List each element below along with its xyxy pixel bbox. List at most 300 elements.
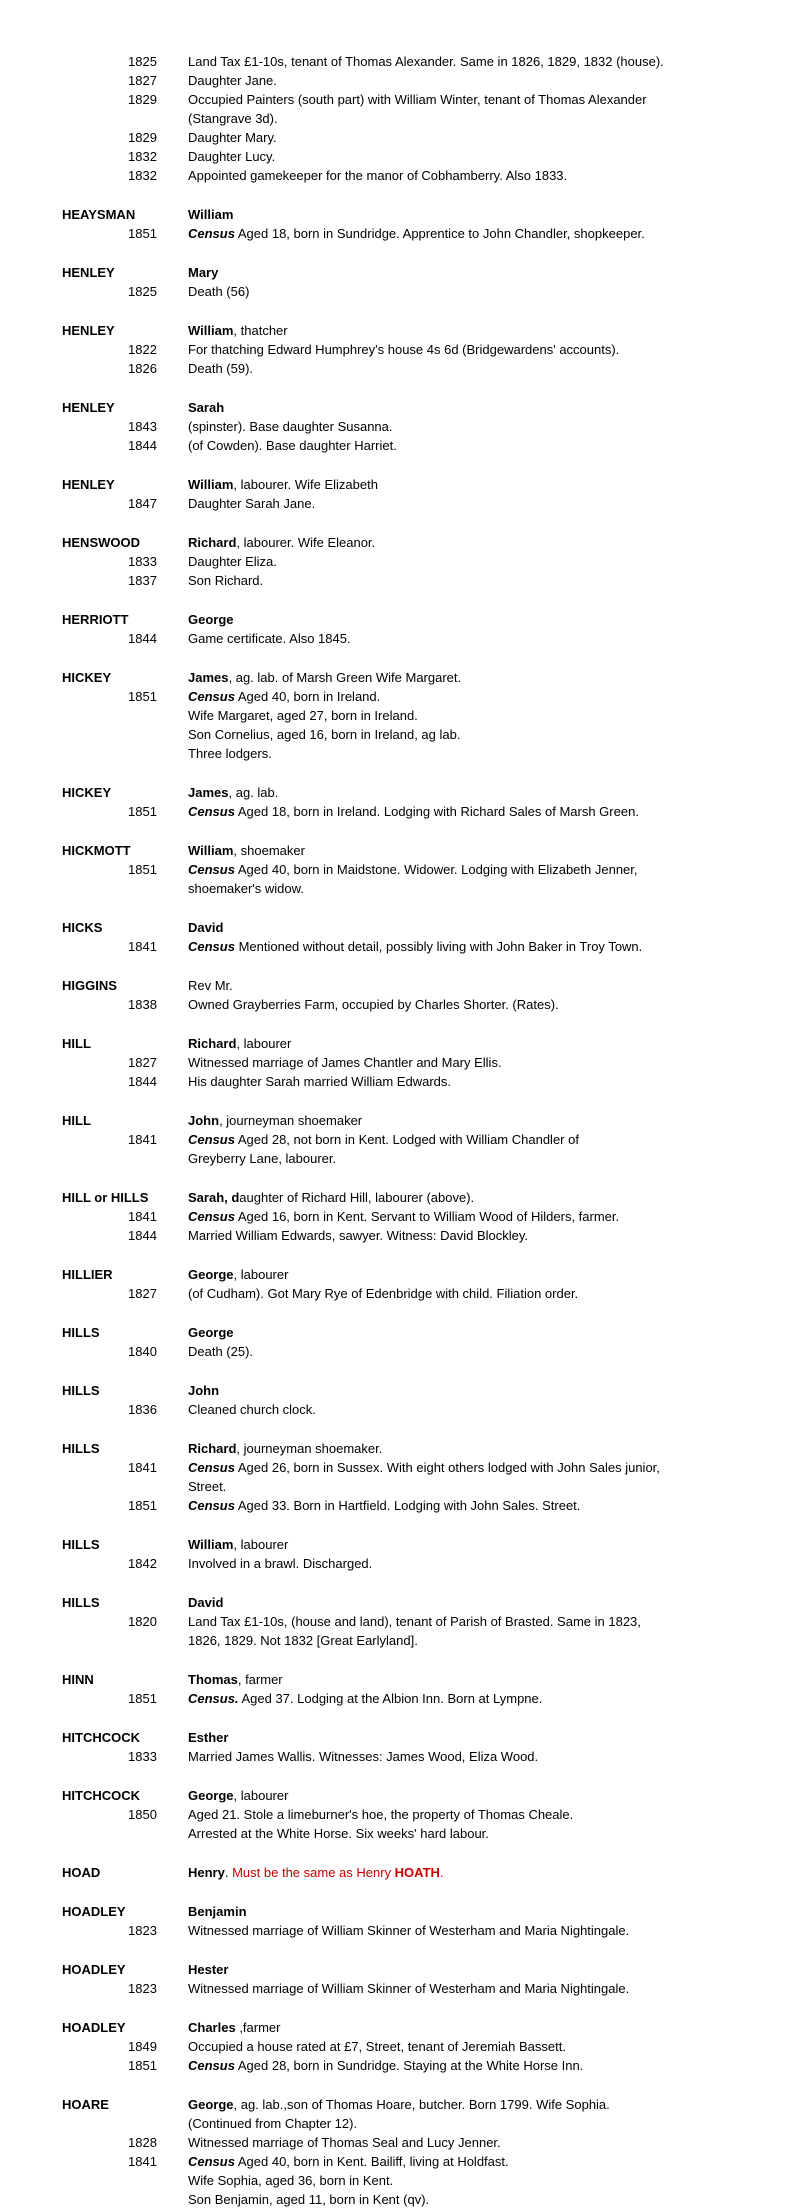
record-detail: Wife Margaret, aged 27, born in Ireland. xyxy=(188,708,418,723)
record-year: 1827 xyxy=(128,1055,157,1070)
cross-reference-note xyxy=(228,1865,443,1880)
record-year: 1825 xyxy=(128,54,157,69)
record-line xyxy=(62,1612,740,1631)
record-detail: Witnessed marriage of William Skinner of Westerham and Maria Nightingale. xyxy=(188,1923,630,1938)
person-entry xyxy=(62,1323,740,1361)
entry-heading-text xyxy=(188,475,740,494)
record-detail: Married William Edwards, sawyer. Witness: David Blockley. xyxy=(188,1228,529,1243)
record-detail: 1826, 1829. Not 1832 [Great Earlyland]. xyxy=(188,1633,418,1648)
person-entry xyxy=(62,783,740,821)
person-entry xyxy=(62,1111,740,1168)
entry-heading-text xyxy=(188,1535,740,1554)
record-year xyxy=(62,744,188,763)
entry-header xyxy=(62,1439,740,1458)
record-line xyxy=(62,109,740,128)
record-line xyxy=(62,687,740,706)
person-entry xyxy=(62,1728,740,1766)
entry-description: aughter of Richard Hill, labourer (above). xyxy=(239,1190,475,1205)
person-entry xyxy=(62,841,740,898)
record-year: 1840 xyxy=(128,1344,157,1359)
record-year: 1836 xyxy=(128,1402,157,1417)
census-label: Census xyxy=(188,2058,235,2073)
given-name: Richard xyxy=(188,1441,237,1456)
entry-header xyxy=(62,841,740,860)
record-year xyxy=(62,879,188,898)
record-line xyxy=(62,629,740,648)
given-name: James xyxy=(188,785,229,800)
surname: HERRIOTT xyxy=(62,612,129,627)
person-entry xyxy=(62,1188,740,1245)
record-text xyxy=(188,879,740,898)
given-name: William xyxy=(188,477,234,492)
given-name: George xyxy=(188,1325,234,1340)
entry-header xyxy=(62,1960,740,1979)
surname: HICKMOTT xyxy=(62,843,131,858)
record-text xyxy=(188,725,740,744)
record-line xyxy=(62,2152,740,2171)
entry-heading-text xyxy=(188,321,740,340)
record-line xyxy=(62,340,740,359)
surname: HENLEY xyxy=(62,265,115,280)
record-detail: Witnessed marriage of William Skinner of Westerham and Maria Nightingale. xyxy=(188,1981,630,1996)
surname: HINN xyxy=(62,1672,94,1687)
record-line xyxy=(62,1747,740,1766)
person-entry xyxy=(62,1593,740,1650)
record-line xyxy=(62,1805,740,1824)
record-year: 1844 xyxy=(128,631,157,646)
record-detail: Daughter Mary. xyxy=(188,130,277,145)
record-year: 1829 xyxy=(128,130,157,145)
person-entry xyxy=(62,1960,740,1998)
record-detail: Three lodgers. xyxy=(188,746,272,761)
entry-heading-text xyxy=(188,1439,740,1458)
record-text xyxy=(188,71,740,90)
entry-header xyxy=(62,1786,740,1805)
surname: HILLS xyxy=(62,1441,100,1456)
record-detail: (of Cowden). Base daughter Harriet. xyxy=(188,438,397,453)
record-year xyxy=(62,2114,188,2133)
entry-header xyxy=(62,398,740,417)
entry-header xyxy=(62,668,740,687)
surname: HOADLEY xyxy=(62,1962,126,1977)
given-name: Esther xyxy=(188,1730,229,1745)
surname: HIGGINS xyxy=(62,978,117,993)
record-year: 1851 xyxy=(128,1498,157,1513)
census-label: Census. xyxy=(188,1691,239,1706)
record-detail: Death (25). xyxy=(188,1344,254,1359)
person-entry xyxy=(62,2018,740,2075)
record-detail: Son Cornelius, aged 16, born in Ireland, ag lab. xyxy=(188,727,461,742)
record-text xyxy=(188,2133,740,2152)
entry-header xyxy=(62,610,740,629)
record-detail: (Continued from Chapter 12). xyxy=(188,2116,358,2131)
record-line xyxy=(62,166,740,185)
record-detail: Witnessed marriage of James Chantler and Mary Ellis. xyxy=(188,1055,502,1070)
record-text xyxy=(188,1979,740,1998)
record-text xyxy=(188,1400,740,1419)
entry-description: Rev Mr. xyxy=(188,978,233,993)
record-text xyxy=(188,52,740,71)
record-detail: shoemaker's widow. xyxy=(188,881,304,896)
given-name: Thomas xyxy=(188,1672,238,1687)
entry-heading-text xyxy=(188,1323,740,1342)
entry-header xyxy=(62,321,740,340)
entry-header xyxy=(62,976,740,995)
given-name: George xyxy=(188,1788,234,1803)
entry-description: , labourer. Wife Eleanor. xyxy=(236,535,376,550)
record-year: 1826 xyxy=(128,361,157,376)
record-line xyxy=(62,725,740,744)
surname: HILLS xyxy=(62,1383,100,1398)
entry-header xyxy=(62,2018,740,2037)
entry-header xyxy=(62,1381,740,1400)
person-entry xyxy=(62,1381,740,1419)
record-text xyxy=(188,2152,740,2171)
record-text xyxy=(188,744,740,763)
record-detail: Daughter Lucy. xyxy=(188,149,276,164)
given-name: George xyxy=(188,2097,234,2112)
record-year: 1844 xyxy=(128,1228,157,1243)
surname: HILL xyxy=(62,1113,91,1128)
record-detail: Aged 26, born in Sussex. With eight others lodged with John Sales junior, xyxy=(234,1460,660,1475)
record-year: 1851 xyxy=(128,804,157,819)
record-line xyxy=(62,359,740,378)
surname: HOAD xyxy=(62,1865,101,1880)
given-name: John xyxy=(188,1113,220,1128)
record-detail: Land Tax £1-10s, tenant of Thomas Alexander. Same in 1826, 1829, 1832 (house). xyxy=(188,54,664,69)
entry-header xyxy=(62,263,740,282)
record-line xyxy=(62,2114,740,2133)
census-label: Census xyxy=(188,862,235,877)
census-label: Census xyxy=(188,939,235,954)
record-line xyxy=(62,1207,740,1226)
entry-description: , labourer. Wife Elizabeth xyxy=(233,477,378,492)
record-year: 1841 xyxy=(128,2154,157,2169)
entry-list xyxy=(62,205,740,2209)
entry-heading-text xyxy=(188,1960,740,1979)
entry-heading-text xyxy=(188,918,740,937)
record-line xyxy=(62,1130,740,1149)
record-year: 1841 xyxy=(128,939,157,954)
record-year: 1841 xyxy=(128,1460,157,1475)
record-text xyxy=(188,860,740,879)
record-year: 1843 xyxy=(128,419,157,434)
entry-description: ,farmer xyxy=(235,2020,281,2035)
census-label: Census xyxy=(188,2154,235,2169)
surname: HICKS xyxy=(62,920,103,935)
record-text xyxy=(188,1824,740,1843)
record-text xyxy=(188,995,740,1014)
record-text xyxy=(188,1921,740,1940)
entry-header xyxy=(62,1034,740,1053)
record-detail: (Stangrave 3d). xyxy=(188,111,278,126)
entry-heading-text xyxy=(188,1728,740,1747)
record-line xyxy=(62,1979,740,1998)
record-line xyxy=(62,1226,740,1245)
record-year: 1827 xyxy=(128,1286,157,1301)
person-entry xyxy=(62,1265,740,1303)
record-detail: Daughter Eliza. xyxy=(188,554,277,569)
person-entry xyxy=(62,668,740,763)
entry-header xyxy=(62,1111,740,1130)
entry-header xyxy=(62,1670,740,1689)
record-detail: Owned Grayberries Farm, occupied by Charles Shorter. (Rates). xyxy=(188,997,559,1012)
given-name: William xyxy=(188,843,234,858)
record-text xyxy=(188,109,740,128)
record-year: 1837 xyxy=(128,573,157,588)
entry-header xyxy=(62,1265,740,1284)
record-line xyxy=(62,744,740,763)
entry-heading-text xyxy=(188,2018,740,2037)
entry-heading-text xyxy=(188,1381,740,1400)
record-line xyxy=(62,1284,740,1303)
record-detail: Appointed gamekeeper for the manor of Cobhamberry. Also 1833. xyxy=(188,168,568,183)
cross-reference-name: HOATH xyxy=(394,1865,440,1880)
record-year xyxy=(62,1149,188,1168)
surname: HILLS xyxy=(62,1595,100,1610)
entry-description: , labourer xyxy=(233,1267,289,1282)
entry-description: , labourer xyxy=(233,1537,289,1552)
record-line xyxy=(62,879,740,898)
entry-header xyxy=(62,783,740,802)
entry-heading-text xyxy=(188,783,740,802)
record-detail: Occupied Painters (south part) with William Winter, tenant of Thomas Alexander xyxy=(188,92,647,107)
surname: HOADLEY xyxy=(62,2020,126,2035)
person-entry xyxy=(62,321,740,378)
record-year: 1844 xyxy=(128,1074,157,1089)
entry-description: , ag. lab. xyxy=(228,785,279,800)
entry-heading-text xyxy=(188,263,740,282)
entry-heading-text xyxy=(188,1034,740,1053)
record-detail: Wife Sophia, aged 36, born in Kent. xyxy=(188,2173,394,2188)
record-text xyxy=(188,166,740,185)
entry-header xyxy=(62,1188,740,1207)
record-detail: Aged 40, born in Ireland. xyxy=(234,689,381,704)
entry-heading-text xyxy=(188,976,740,995)
record-line xyxy=(62,1342,740,1361)
record-line xyxy=(62,494,740,513)
record-line xyxy=(62,2037,740,2056)
record-year: 1851 xyxy=(128,1691,157,1706)
surname: HILL xyxy=(62,1036,91,1051)
record-year: 1841 xyxy=(128,1209,157,1224)
record-year xyxy=(62,1631,188,1650)
record-year: 1851 xyxy=(128,226,157,241)
given-name: David xyxy=(188,1595,224,1610)
record-detail: Mentioned without detail, possibly living with John Baker in Troy Town. xyxy=(234,939,643,954)
record-line xyxy=(62,417,740,436)
record-line xyxy=(62,128,740,147)
record-line xyxy=(62,90,740,109)
record-text xyxy=(188,1612,740,1631)
record-detail: Street. xyxy=(188,1479,227,1494)
given-name: Sarah xyxy=(188,400,225,415)
record-year xyxy=(62,1824,188,1843)
record-line xyxy=(62,552,740,571)
record-detail: Cleaned church clock. xyxy=(188,1402,316,1417)
record-year: 1842 xyxy=(128,1556,157,1571)
entry-description: , labourer xyxy=(236,1036,292,1051)
record-text xyxy=(188,417,740,436)
record-line xyxy=(62,1400,740,1419)
record-line xyxy=(62,1689,740,1708)
record-detail: Married James Wallis. Witnesses: James Wood, Eliza Wood. xyxy=(188,1749,539,1764)
surname: HICKEY xyxy=(62,785,112,800)
record-text xyxy=(188,1226,740,1245)
record-text xyxy=(188,1477,740,1496)
record-line xyxy=(62,2056,740,2075)
record-detail: His daughter Sarah married William Edwards. xyxy=(188,1074,451,1089)
record-line xyxy=(62,571,740,590)
given-name: Benjamin xyxy=(188,1904,247,1919)
record-year: 1823 xyxy=(128,1923,157,1938)
entry-heading-text xyxy=(188,1786,740,1805)
record-text xyxy=(188,147,740,166)
record-line xyxy=(62,802,740,821)
given-name: Richard xyxy=(188,535,237,550)
record-year: 1832 xyxy=(128,168,157,183)
given-name: John xyxy=(188,1383,220,1398)
record-text xyxy=(188,937,740,956)
record-detail: Game certificate. Also 1845. xyxy=(188,631,351,646)
record-text xyxy=(188,494,740,513)
record-text xyxy=(188,629,740,648)
record-detail: Son Benjamin, aged 11, born in Kent (qv). xyxy=(188,2192,430,2207)
record-text xyxy=(188,1689,740,1708)
record-year: 1841 xyxy=(128,1132,157,1147)
record-text xyxy=(188,571,740,590)
record-line xyxy=(62,937,740,956)
person-entry xyxy=(62,1670,740,1708)
record-line xyxy=(62,995,740,1014)
surname: HENLEY xyxy=(62,400,115,415)
entry-description: , thatcher xyxy=(233,323,288,338)
record-year: 1847 xyxy=(128,496,157,511)
record-line xyxy=(62,52,740,71)
given-name: George xyxy=(188,612,234,627)
record-line xyxy=(62,1477,740,1496)
record-text xyxy=(188,687,740,706)
given-name: Hester xyxy=(188,1962,229,1977)
record-line xyxy=(62,1921,740,1940)
record-line xyxy=(62,1072,740,1091)
record-detail: Aged 21. Stole a limeburner's hoe, the property of Thomas Cheale. xyxy=(188,1807,574,1822)
record-line xyxy=(62,147,740,166)
entry-header xyxy=(62,475,740,494)
record-text xyxy=(188,2171,740,2190)
entry-description: , farmer xyxy=(237,1672,283,1687)
entry-header xyxy=(62,1535,740,1554)
person-entry xyxy=(62,475,740,513)
surname: HENLEY xyxy=(62,477,115,492)
record-detail: Aged 28, born in Sundridge. Staying at the White Horse Inn. xyxy=(234,2058,584,2073)
entry-header xyxy=(62,1902,740,1921)
surname: HOARE xyxy=(62,2097,109,2112)
record-year xyxy=(62,725,188,744)
person-entry xyxy=(62,610,740,648)
entry-header xyxy=(62,1593,740,1612)
record-text xyxy=(188,1747,740,1766)
record-text xyxy=(188,1496,740,1515)
census-label: Census xyxy=(188,1209,235,1224)
record-text xyxy=(188,359,740,378)
record-text xyxy=(188,2056,740,2075)
surname: HOADLEY xyxy=(62,1904,126,1919)
record-detail: Greyberry Lane, labourer. xyxy=(188,1151,337,1166)
person-entry xyxy=(62,2095,740,2209)
entry-header xyxy=(62,533,740,552)
surname: HITCHCOCK xyxy=(62,1788,140,1803)
record-year xyxy=(62,1477,188,1496)
record-text xyxy=(188,1053,740,1072)
given-name: Henry xyxy=(188,1865,225,1880)
entry-heading-text xyxy=(188,1188,740,1207)
record-year xyxy=(62,109,188,128)
person-entry xyxy=(62,976,740,1014)
record-line xyxy=(62,860,740,879)
record-year: 1823 xyxy=(128,1981,157,1996)
census-label: Census xyxy=(188,1498,235,1513)
entry-heading-text xyxy=(188,2095,740,2114)
given-name: Sarah, d xyxy=(188,1190,240,1205)
record-line xyxy=(62,1053,740,1072)
record-text xyxy=(188,224,740,243)
record-line xyxy=(62,1824,740,1843)
record-detail: Occupied a house rated at £7, Street, tenant of Jeremiah Bassett. xyxy=(188,2039,566,2054)
entry-header xyxy=(62,1728,740,1747)
entry-heading-text xyxy=(188,205,740,224)
census-label: Census xyxy=(188,1460,235,1475)
record-detail: Land Tax £1-10s, (house and land), tenant of Parish of Brasted. Same in 1823, xyxy=(188,1614,641,1629)
record-text xyxy=(188,1554,740,1573)
surname: HEAYSMAN xyxy=(62,207,136,222)
surname: HICKEY xyxy=(62,670,112,685)
record-text xyxy=(188,340,740,359)
person-entry xyxy=(62,918,740,956)
person-entry xyxy=(62,398,740,455)
record-detail: Daughter Sarah Jane. xyxy=(188,496,316,511)
record-text xyxy=(188,1458,740,1477)
record-text xyxy=(188,1072,740,1091)
record-line xyxy=(62,2133,740,2152)
record-detail: Son Richard. xyxy=(188,573,264,588)
record-line xyxy=(62,1554,740,1573)
census-label: Census xyxy=(188,804,235,819)
record-year: 1828 xyxy=(128,2135,157,2150)
entry-heading-text xyxy=(188,1265,740,1284)
record-year: 1851 xyxy=(128,2058,157,2073)
entry-heading-text xyxy=(188,1111,740,1130)
record-text xyxy=(188,1207,740,1226)
person-entry xyxy=(62,1786,740,1843)
record-detail: Aged 40, born in Maidstone. Widower. Lodging with Elizabeth Jenner, xyxy=(234,862,638,877)
record-detail: (spinster). Base daughter Susanna. xyxy=(188,419,393,434)
entry-description: , shoemaker xyxy=(233,843,305,858)
record-text xyxy=(188,128,740,147)
entry-heading-text xyxy=(188,1902,740,1921)
given-name: David xyxy=(188,920,224,935)
surname: HITCHCOCK xyxy=(62,1730,140,1745)
entry-description: , journeyman shoemaker. xyxy=(236,1441,383,1456)
given-name: William xyxy=(188,323,234,338)
record-detail: Aged 40, born in Kent. Bailiff, living at Holdfast. xyxy=(234,2154,509,2169)
record-text xyxy=(188,552,740,571)
record-year: 1833 xyxy=(128,554,157,569)
record-year: 1827 xyxy=(128,73,157,88)
person-entry xyxy=(62,1863,740,1882)
record-detail: Death (56) xyxy=(188,284,250,299)
person-entry xyxy=(62,1034,740,1091)
